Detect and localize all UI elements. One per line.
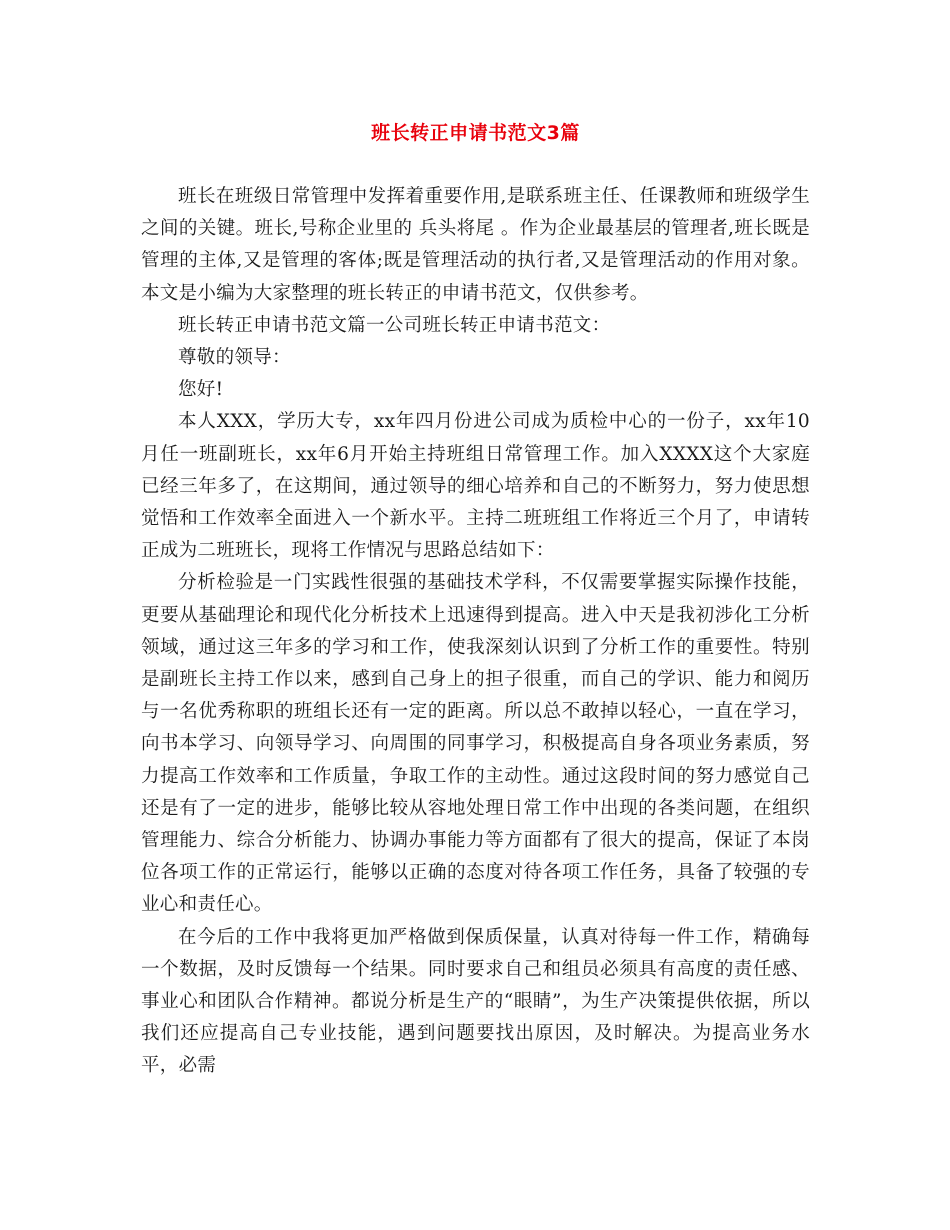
- document-body: [141, 181, 810, 1083]
- greeting: 您好!: [178, 379, 224, 401]
- salutation: 尊敬的领导：: [178, 347, 291, 369]
- section-heading: 班长转正申请书范文篇一公司班长转正申请书范文：: [178, 314, 611, 336]
- body-paragraph: 本人XXX，学历大专，xx年四月份进公司成为质检中心的一份子，xx年10月任一班副班长，xx年6月开始主持班组日常管理工作。加入XXXX这个大家庭已经三年多了，在这期间，通过领导的细心培养和自己的不断努力，努力使思想觉悟和工作效率全面进入一个新水平。主持二班班组工作将近三个月了，申请转正成为二班班长，现将工作情况与思路总结如下：: [141, 411, 810, 562]
- intro-paragraph: 班长在班级日常管理中发挥着重要作用,是联系班主任、任课教师和班级学生之间的关键。班长,号称企业里的 兵头将尾 。作为企业最基层的管理者,班长既是管理的主体,又是管理的客体;既是管理活动的执行者,又是管理活动的作用对象。本文是小编为大家整理的班长转正的申请书范文，仅供参考。: [141, 186, 810, 304]
- body-paragraph: 分析检验是一门实践性很强的基础技术学科，不仅需要掌握实际操作技能，更要从基础理论和现代化分析技术上迅速得到提高。进入中天是我初涉化工分析领域，通过这三年多的学习和工作，使我深刻认识到了分析工作的重要性。特别是副班长主持工作以来，感到自己身上的担子很重，而自己的学识、能力和阅历与一名优秀称职的班组长还有一定的距离。所以总不敢掉以轻心，一直在学习，向书本学习、向领导学习、向周围的同事学习，积极提高自身各项业务素质，努力提高工作效率和工作质量，争取工作的主动性。通过这段时间的努力感觉自己还是有了一定的进步，能够比较从容地处理日常工作中出现的各类问题，在组织管理能力、综合分析能力、协调办事能力等方面都有了很大的提高，保证了本岗位各项工作的正常运行，能够以正确的态度对待各项工作任务，具备了较强的专业心和责任心。: [141, 572, 810, 916]
- body-paragraph: 在今后的工作中我将更加严格做到保质保量，认真对待每一件工作，精确每一个数据，及时反馈每一个结果。同时要求自己和组员必须具有高度的责任感、事业心和团队合作精神。都说分析是生产的“眼睛”，为生产决策提供依据，所以我们还应提高自己专业技能，遇到问题要找出原因，及时解决。为提高业务水平，必需: [141, 926, 810, 1077]
- document-title: 班长转正申请书范文3篇: [371, 122, 580, 144]
